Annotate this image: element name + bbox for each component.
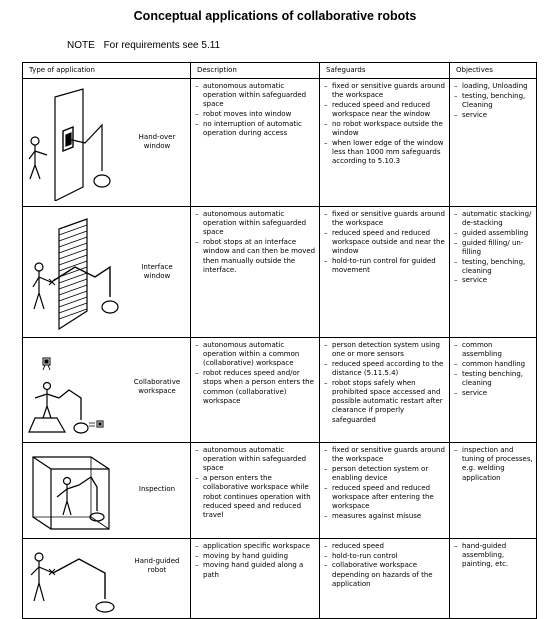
list-item: – guided filling/ un-filling	[454, 239, 534, 257]
application-cell	[23, 443, 191, 539]
list-item: – hand-guided assembling, painting, etc.	[454, 542, 534, 570]
list-item: – loading, Unloading	[454, 82, 534, 91]
list-item: – robot moves into window	[195, 110, 317, 119]
list-item: – guided assembling	[454, 229, 534, 238]
note	[67, 40, 220, 51]
objectives-cell	[450, 539, 537, 619]
header-safeguards: Safeguards	[320, 63, 450, 79]
list-item: – person detection system or enabling device	[324, 465, 447, 483]
list-item: – reduced speed	[324, 542, 447, 551]
list-item: – service	[454, 276, 534, 285]
application-cell	[23, 207, 191, 338]
list-item: – autonomous automatic operation within a common (collaborative) workspace	[195, 341, 317, 369]
inspection-illustration	[25, 447, 123, 535]
hand-guided-robot-illustration	[25, 543, 123, 617]
list-item: – hold-to-run control for guided movement	[324, 257, 447, 275]
list-item: – robot stops safely when prohibited space accessed and possible automatic restart after clearance if properly safeguarded	[324, 379, 447, 425]
list-item: – testing benching, cleaning	[454, 370, 534, 388]
table-row	[23, 539, 537, 619]
list-item: – autonomous automatic operation within safeguarded space	[195, 210, 317, 238]
list-item: – a person enters the collaborative workspace while robot continues operation with reduced speed and reduced travel	[195, 474, 317, 520]
objectives-cell	[450, 79, 537, 207]
description-cell	[191, 539, 320, 619]
list-item: – collaborative workspace depending on hazards of the application	[324, 561, 447, 589]
header-description: Description	[191, 63, 320, 79]
list-item: – autonomous automatic operation within safeguarded space	[195, 446, 317, 474]
list-item: – measures against misuse	[324, 512, 447, 521]
list-item: – reduced speed according to the distance (5.11.5.4)	[324, 360, 447, 378]
description-cell	[191, 79, 320, 207]
list-item: – fixed or sensitive guards around the workspace	[324, 82, 447, 100]
list-item: – fixed or sensitive guards around the workspace	[324, 446, 447, 464]
list-item: – robot reduces speed and/or stops when a person enters the common (collaborative) workspace	[195, 369, 317, 406]
list-item: – reduced speed and reduced workspace after entering the workspace	[324, 484, 447, 512]
table-row	[23, 207, 537, 338]
application-cell	[23, 539, 191, 619]
list-item: – common handling	[454, 360, 534, 369]
objectives-cell	[450, 443, 537, 539]
application-cell	[23, 338, 191, 443]
list-item: – common assembling	[454, 341, 534, 359]
safeguards-cell	[320, 338, 450, 443]
table-row	[23, 338, 537, 443]
objectives-cell	[450, 338, 537, 443]
list-item: – testing, benching, Cleaning	[454, 92, 534, 110]
table-row	[23, 443, 537, 539]
list-item: – moving by hand guiding	[195, 552, 317, 561]
header-objectives: Objectives	[450, 63, 537, 79]
safeguards-cell	[320, 79, 450, 207]
application-name: Collaborative workspace	[133, 378, 181, 396]
interface-window-illustration	[25, 211, 123, 331]
list-item: – moving hand guided along a path	[195, 561, 317, 579]
list-item: – robot stops at an interface window and can then be moved then manually outside the interface.	[195, 238, 317, 275]
list-item: – inspection and tuning of processes, e.g. welding application	[454, 446, 534, 483]
header-type: Type of application	[23, 63, 191, 79]
note-label: NOTE	[67, 40, 95, 51]
description-cell	[191, 338, 320, 443]
objectives-cell	[450, 207, 537, 338]
list-item: – service	[454, 389, 534, 398]
list-item: – no robot workspace outside the window	[324, 120, 447, 138]
list-item: – fixed or sensitive guards around the workspace	[324, 210, 447, 228]
table-row	[23, 79, 537, 207]
application-name: Hand-guided robot	[134, 557, 180, 575]
note-text: For requirements see 5.11	[103, 40, 221, 51]
list-item: – testing, benching, cleaning	[454, 258, 534, 276]
list-item: – reduced speed and reduced workspace near the window	[324, 101, 447, 119]
hand-over-window-illustration	[25, 83, 123, 201]
application-name: Hand-over window	[138, 133, 176, 151]
list-item: – hold-to-run control	[324, 552, 447, 561]
safeguards-cell	[320, 207, 450, 338]
list-item: – reduced speed and reduced workspace outside and near the window	[324, 229, 447, 257]
description-cell	[191, 443, 320, 539]
list-item: – automatic stacking/ de-stacking	[454, 210, 534, 228]
collaborative-workspace-illustration	[25, 342, 123, 440]
page-title: Conceptual applications of collaborative robots	[133, 9, 417, 23]
list-item: – no interruption of automatic operation during access	[195, 120, 317, 138]
safeguards-cell	[320, 443, 450, 539]
description-cell	[191, 207, 320, 338]
application-name: Interface window	[141, 263, 173, 281]
application-name: Inspection	[138, 485, 176, 493]
list-item: – service	[454, 111, 534, 120]
list-item: – autonomous automatic operation within safeguarded space	[195, 82, 317, 110]
application-cell	[23, 79, 191, 207]
list-item: – when lower edge of the window less than 1000 mm safeguards according to 5.10.3	[324, 139, 447, 167]
list-item: – application specific workspace	[195, 542, 317, 551]
applications-table	[22, 62, 537, 619]
table-header-row	[23, 63, 537, 79]
list-item: – person detection system using one or more sensors	[324, 341, 447, 359]
safeguards-cell	[320, 539, 450, 619]
